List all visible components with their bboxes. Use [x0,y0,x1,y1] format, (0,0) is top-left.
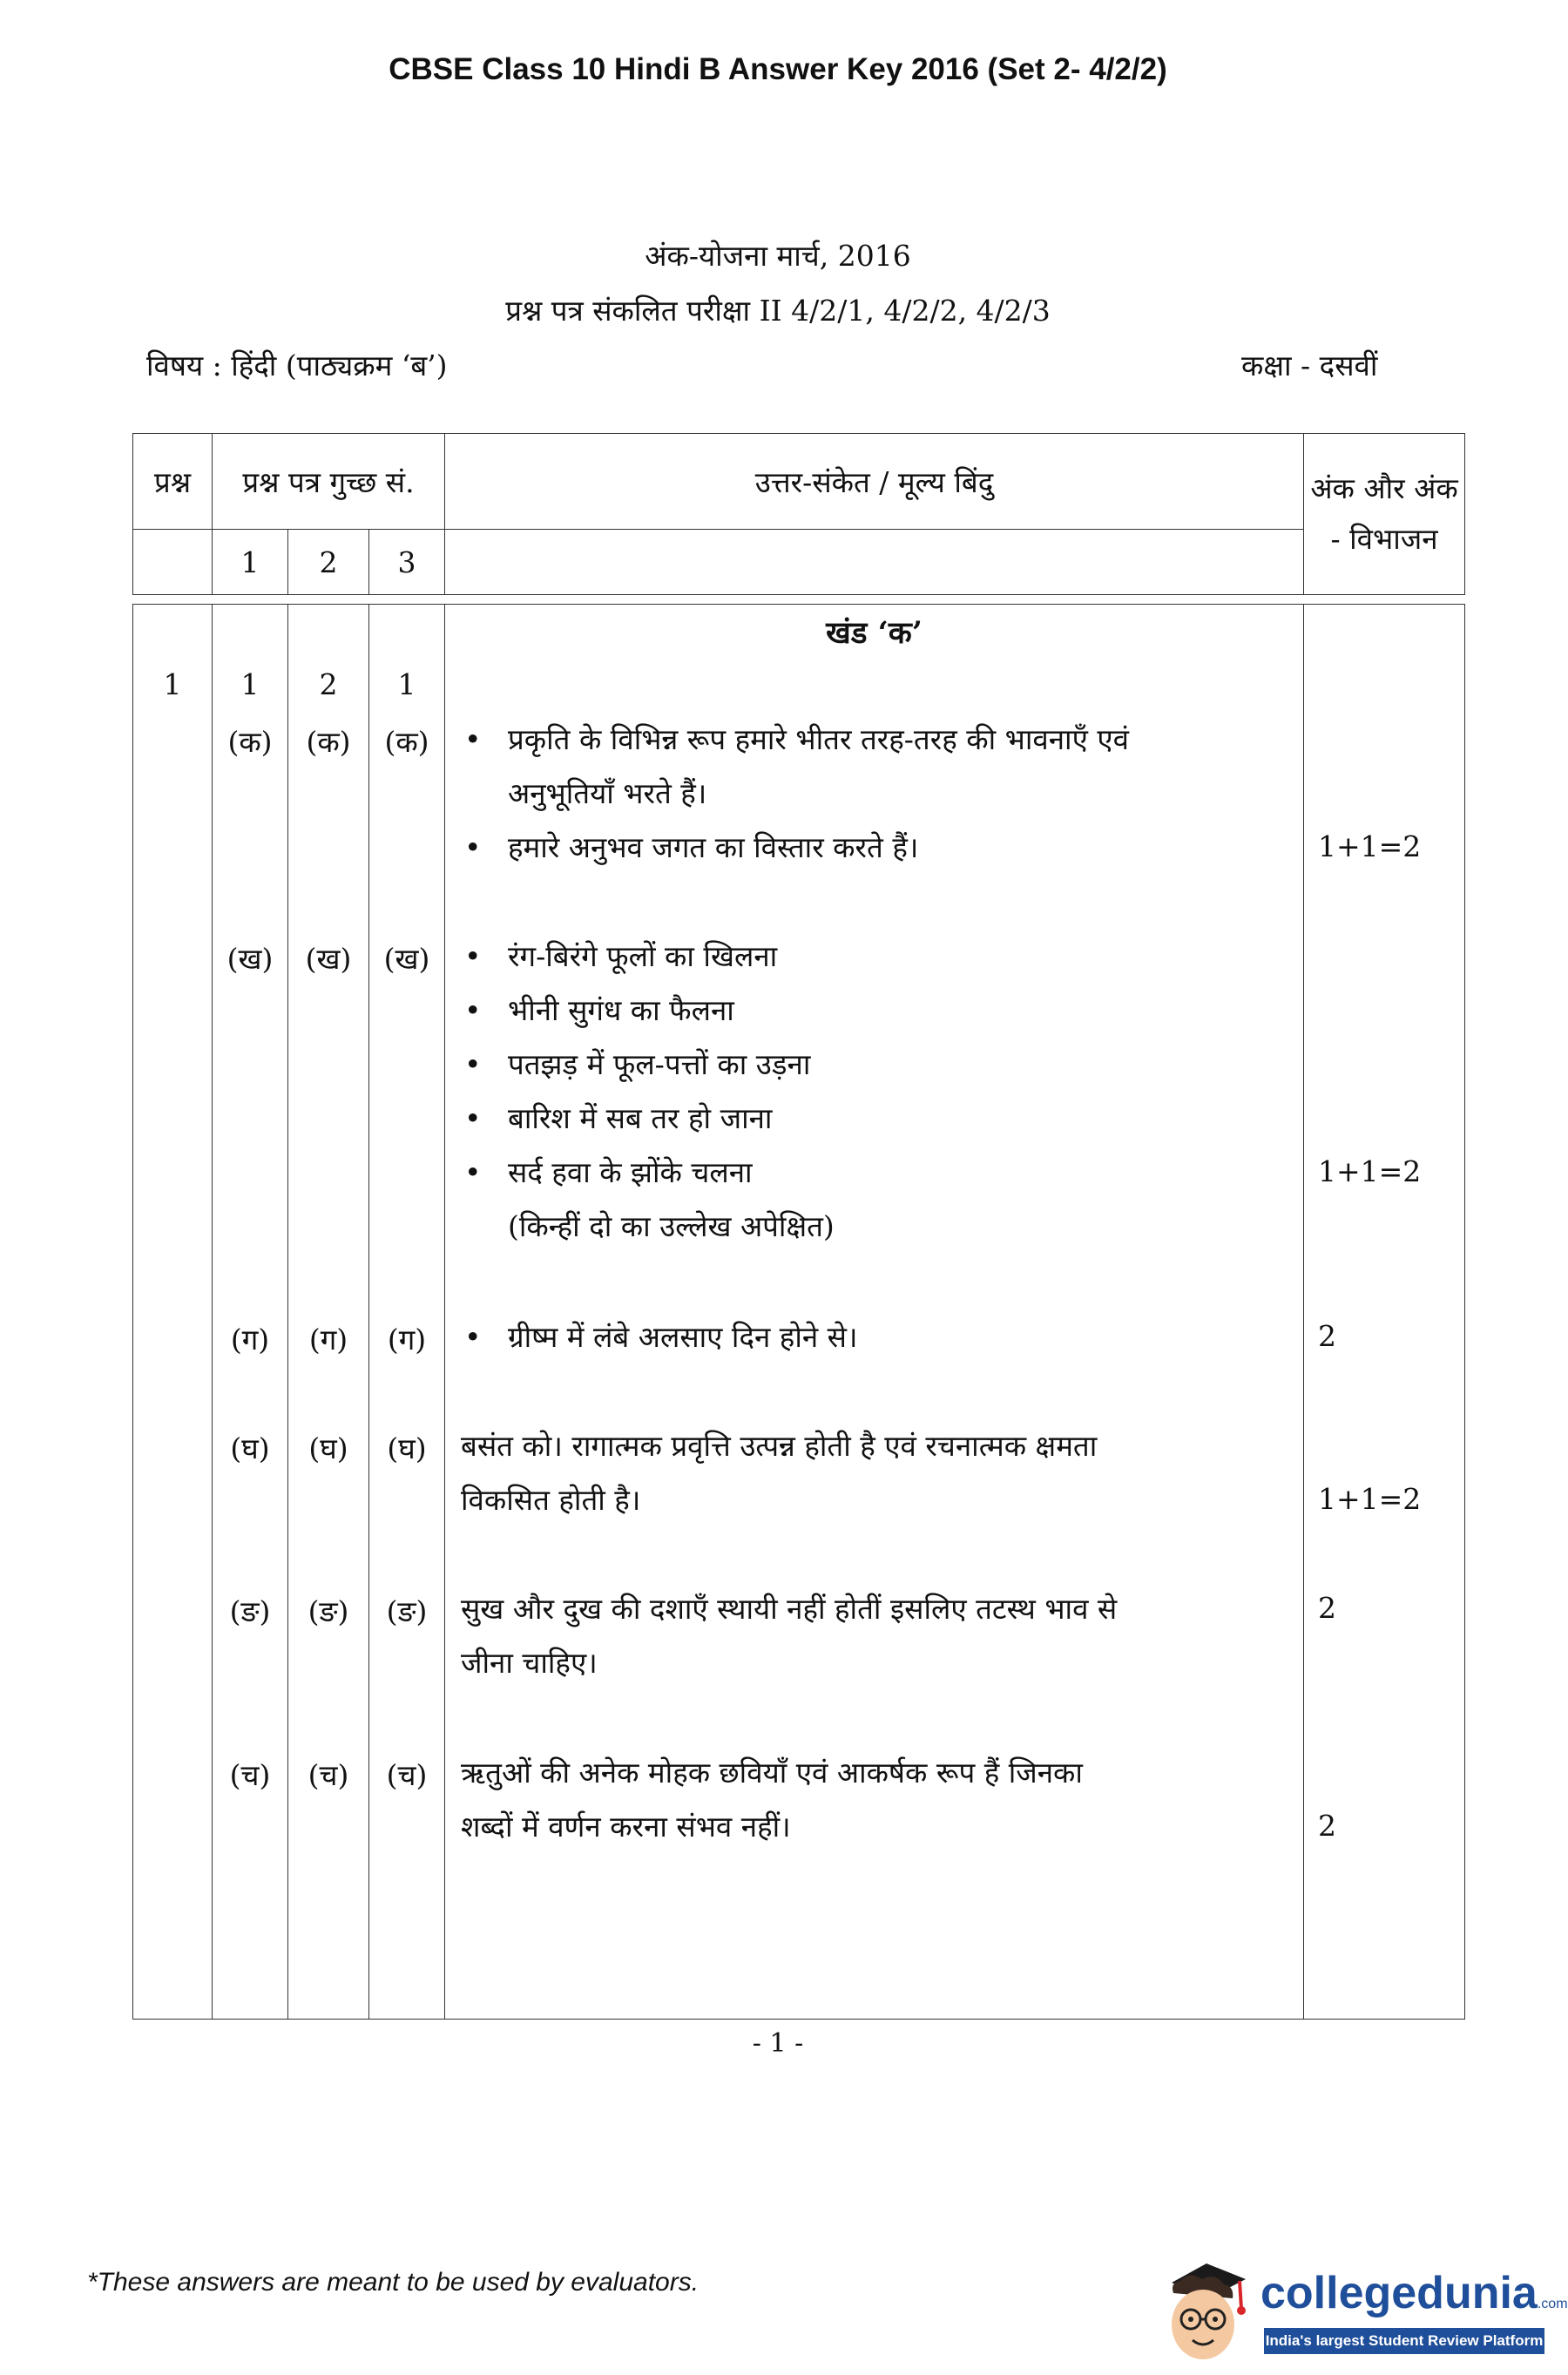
footer-note: *These answers are meant to be used by evaluators. [87,2268,700,2297]
marks-value: 1+1=2 [1318,829,1422,863]
answer-line: • रंग-बिरंगे फूलों का खिलना [508,930,777,984]
section-title: खंड ‘क’ [826,615,923,651]
answer-line: सुख और दुख की दशाएँ स्थायी नहीं होतीं इसलिए तटस्थ भाव से [461,1592,1118,1626]
answer-line: अनुभूतियाँ भरते हैं। [508,776,707,810]
scheme-title: अंक-योजना मार्च, 2016 [645,239,911,273]
sub-label: (क) [227,725,273,759]
set3-question-number: 1 [397,667,416,701]
sub-label: (घ) [308,1431,348,1465]
marks-cell [1304,605,1465,2020]
marks-value: 2 [1318,1591,1336,1625]
col-question-header: प्रश्न [133,434,213,530]
sub-label: (च) [229,1758,271,1792]
page-number: - 1 - [752,2028,804,2059]
sub-label: (ङ) [308,1594,349,1628]
sub-label: (क) [384,725,429,759]
document-title: CBSE Class 10 Hindi B Answer Key 2016 (Set 2- 4/2/2) [389,52,1167,86]
marks-value: 2 [1318,1809,1336,1843]
empty-cell [133,530,213,595]
set-number: 3 [369,530,445,595]
answer-line: • हमारे अनुभव जगत का विस्तार करते हैं। [508,821,918,875]
set2-cell [288,605,369,2020]
set-number: 2 [288,530,369,595]
question-number: 1 [163,667,182,701]
sub-label: (ख) [305,942,352,976]
set3-cell [369,605,445,2020]
sub-label: (ग) [308,1323,348,1357]
marks-value: 1+1=2 [1318,1482,1422,1516]
answer-line: ऋतुओं की अनेक मोहक छवियाँ एवं आकर्षक रूप हैं जिनका [461,1756,1083,1790]
question-cell [133,605,213,2020]
student-mascot-icon [1154,2248,1259,2370]
logo-name: collegedunia [1260,2268,1538,2318]
answer-line: • भीनी सुगंध का फैलना [508,984,734,1038]
logo-suffix: .com [1537,2297,1568,2311]
answer-line: • प्रकृति के विभिन्न रूप हमारे भीतर तरह-तरह की भावनाएँ एवं [508,713,1129,767]
set1-question-number: 1 [240,667,260,701]
answer-line: शब्दों में वर्णन करना संभव नहीं। [461,1810,791,1844]
sub-label: (घ) [387,1431,427,1465]
set2-question-number: 2 [319,667,338,701]
sub-label: (घ) [230,1431,270,1465]
sub-label: (च) [386,1758,428,1792]
col-answer-header: उत्तर-संकेत / मूल्य बिंदु [445,434,1304,530]
empty-cell [445,530,1304,595]
answer-line: • पतझड़ में फूल-पत्तों का उड़ना [508,1038,810,1092]
sub-label: (ख) [226,942,274,976]
marks-value: 2 [1318,1319,1336,1353]
answer-line: बसंत को। रागात्मक प्रवृत्ति उत्पन्न होती है एवं रचनात्मक क्षमता [461,1429,1098,1463]
sub-label: (च) [308,1758,349,1792]
answer-note: (किन्हीं दो का उल्लेख अपेक्षित) [508,1209,835,1243]
col-set-header: प्रश्न पत्र गुच्छ सं. [213,434,445,530]
col-marks-header: अंक और अंक - विभाजन [1304,434,1465,595]
answer-line: जीना चाहिए। [461,1646,598,1680]
sub-label: (ख) [383,942,430,976]
sub-label: (ग) [387,1323,427,1357]
set-number: 1 [213,530,288,595]
marks-value: 1+1=2 [1318,1154,1422,1188]
class-label: कक्षा - दसवीं [1241,348,1378,382]
paper-line: प्रश्न पत्र संकलित परीक्षा II 4/2/1, 4/2/2, 4/2/3 [505,294,1051,328]
answer-table [132,604,1465,2020]
sub-label: (ङ) [386,1594,428,1628]
answer-cell [445,605,1304,2020]
sub-label: (ग) [230,1323,270,1357]
answer-line: • बारिश में सब तर हो जाना [508,1092,772,1146]
answer-line: • सर्द हवा के झोंके चलना [508,1146,753,1200]
answer-line: विकसित होती है। [461,1483,641,1517]
set1-cell [213,605,288,2020]
logo-tagline: India's largest Student Review Platform [1264,2328,1544,2354]
collegedunia-logo [1154,2248,1568,2370]
answer-line: • ग्रीष्म में लंबे अलसाए दिन होने से। [508,1310,858,1364]
sub-label: (क) [306,725,351,759]
subject-label: विषय : हिंदी (पाठ्यक्रम ‘ब’) [146,348,448,382]
sub-label: (ङ) [229,1594,271,1628]
header-table [132,433,1465,595]
